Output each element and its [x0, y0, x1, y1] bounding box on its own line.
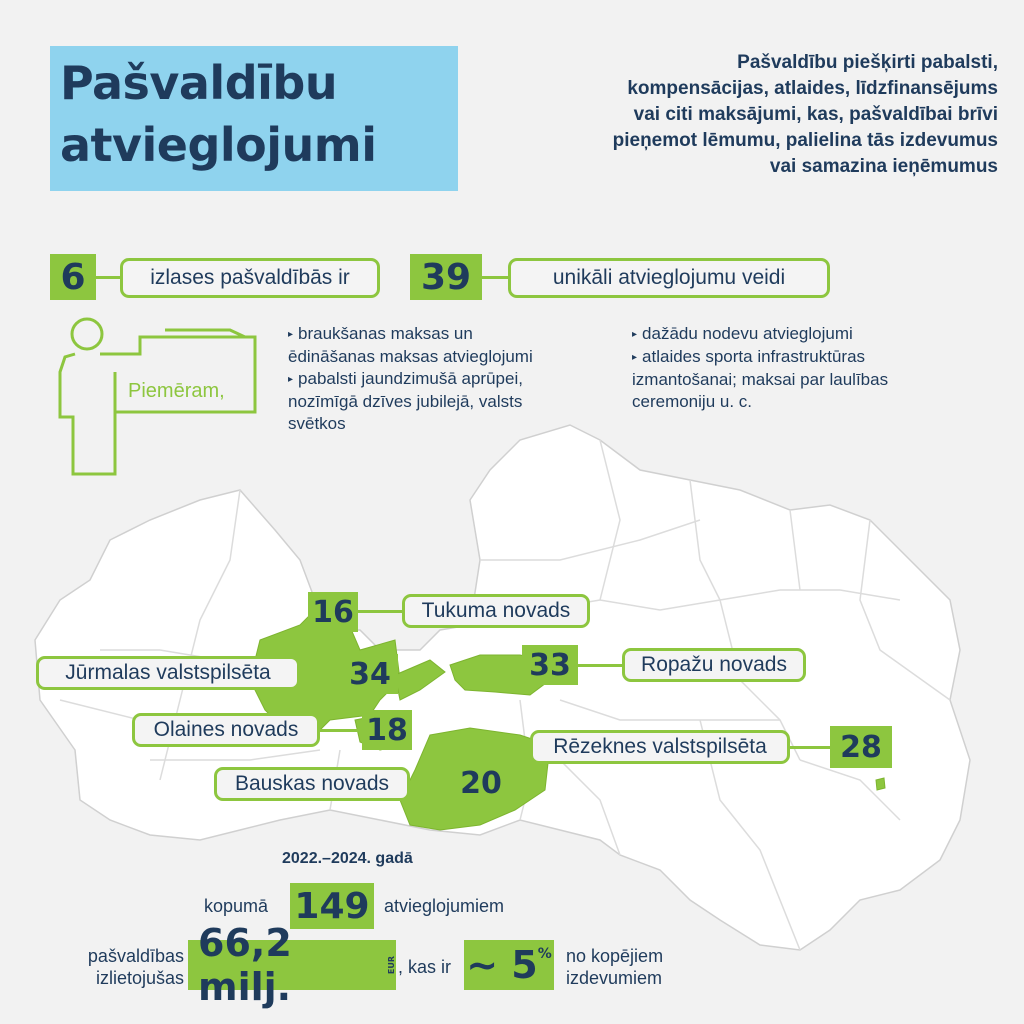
example-label: Piemēram,: [128, 380, 225, 402]
olaines-label: Olaines novads: [132, 713, 320, 747]
rezeknes-label: Rēzeknes valstspilsēta: [530, 730, 790, 764]
share-suffix-line: no kopējiem: [566, 946, 664, 966]
subtitle-line: kompensācijas, atlaides, līdzfinansējums: [627, 78, 998, 99]
tukuma-value: 16: [308, 592, 358, 632]
connector-line: [578, 664, 626, 667]
list-item: ▸ braukšanas maksas un: [288, 324, 473, 343]
subtitle-line: vai citi maksājumi, kas, pašvaldībai brīvi: [633, 104, 998, 125]
jurmala-value: 34: [342, 654, 398, 694]
share-unit: %: [537, 946, 552, 962]
list-item: izmantošanai; maksai par laulības: [632, 370, 889, 389]
subtitle-line: pieņemot lēmumu, palielina tās izdevumus: [612, 130, 998, 151]
jurmala-label: Jūrmalas valstspilsēta: [36, 656, 300, 690]
rezeknes-value: 28: [830, 726, 892, 768]
page-title-line1: Pašvaldību: [60, 56, 338, 110]
rezeknes-region: [876, 778, 885, 790]
subtitle-line: Pašvaldību piešķirti pabalsti,: [737, 52, 998, 73]
period-label: 2022.–2024. gadā: [282, 850, 413, 867]
spent-prefix: [64, 945, 184, 989]
list-item: ▸ atlaides sporta infrastruktūras: [632, 347, 866, 366]
bullet-icon: ▸: [288, 374, 294, 385]
connector-line: [300, 672, 342, 675]
types-count-badge: 39: [410, 254, 482, 300]
share-suffix: [566, 945, 663, 989]
subtitle: [478, 50, 998, 180]
list-item: ēdināšanas maksas atvieglojumi: [288, 347, 533, 366]
total-suffix: atvieglojumiem: [384, 896, 505, 916]
list-item: ▸ dažādu nodevu atvieglojumi: [632, 324, 853, 343]
municipality-count-label: izlases pašvaldībās ir: [120, 258, 380, 298]
share-suffix-line: izdevumiem: [566, 968, 663, 988]
list-item: svētkos: [288, 414, 346, 433]
spent-value-badge: [188, 921, 396, 1009]
examples-right: [632, 323, 888, 413]
ropazu-value: 33: [522, 645, 578, 685]
tukuma-label: Tukuma novads: [402, 594, 590, 628]
total-value-badge: 149: [290, 883, 374, 929]
title-box: [50, 46, 458, 191]
bullet-icon: ▸: [632, 329, 638, 340]
connector-line: [790, 746, 832, 749]
share-value: ~ 5: [466, 943, 538, 987]
examples-left: [288, 323, 533, 435]
connector-line: [320, 729, 366, 732]
connector-line: [358, 610, 406, 613]
municipality-count-badge: 6: [50, 254, 96, 300]
subtitle-line: vai samazina ieņēmumus: [769, 156, 998, 177]
olaines-value: 18: [362, 710, 412, 750]
ropazu-label: Ropažu novads: [622, 648, 806, 682]
bauskas-label: Bauskas novads: [214, 767, 410, 801]
spent-unit: EUR: [387, 955, 396, 975]
list-item: nozīmīgā dzīves jubilejā, valsts: [288, 392, 523, 411]
connector-line: [410, 783, 454, 786]
spent-prefix-line: pašvaldības: [87, 946, 184, 966]
spent-prefix-line: izlietojušas: [95, 968, 184, 988]
total-prefix: kopumā: [204, 896, 269, 916]
bullet-icon: ▸: [288, 329, 294, 340]
list-item: ceremoniju u. c.: [632, 392, 752, 411]
list-item: ▸ pabalsti jaundzimušā aprūpei,: [288, 369, 523, 388]
spent-value: 66,2 milj.: [198, 921, 292, 1009]
types-count-label: unikāli atvieglojumu veidi: [508, 258, 830, 298]
bauskas-value: 20: [450, 762, 512, 804]
bullet-icon: ▸: [632, 352, 638, 363]
spent-middle: , kas ir: [398, 957, 452, 977]
page-title-line2: atvieglojumi: [60, 118, 377, 172]
share-value-badge: [464, 940, 554, 990]
